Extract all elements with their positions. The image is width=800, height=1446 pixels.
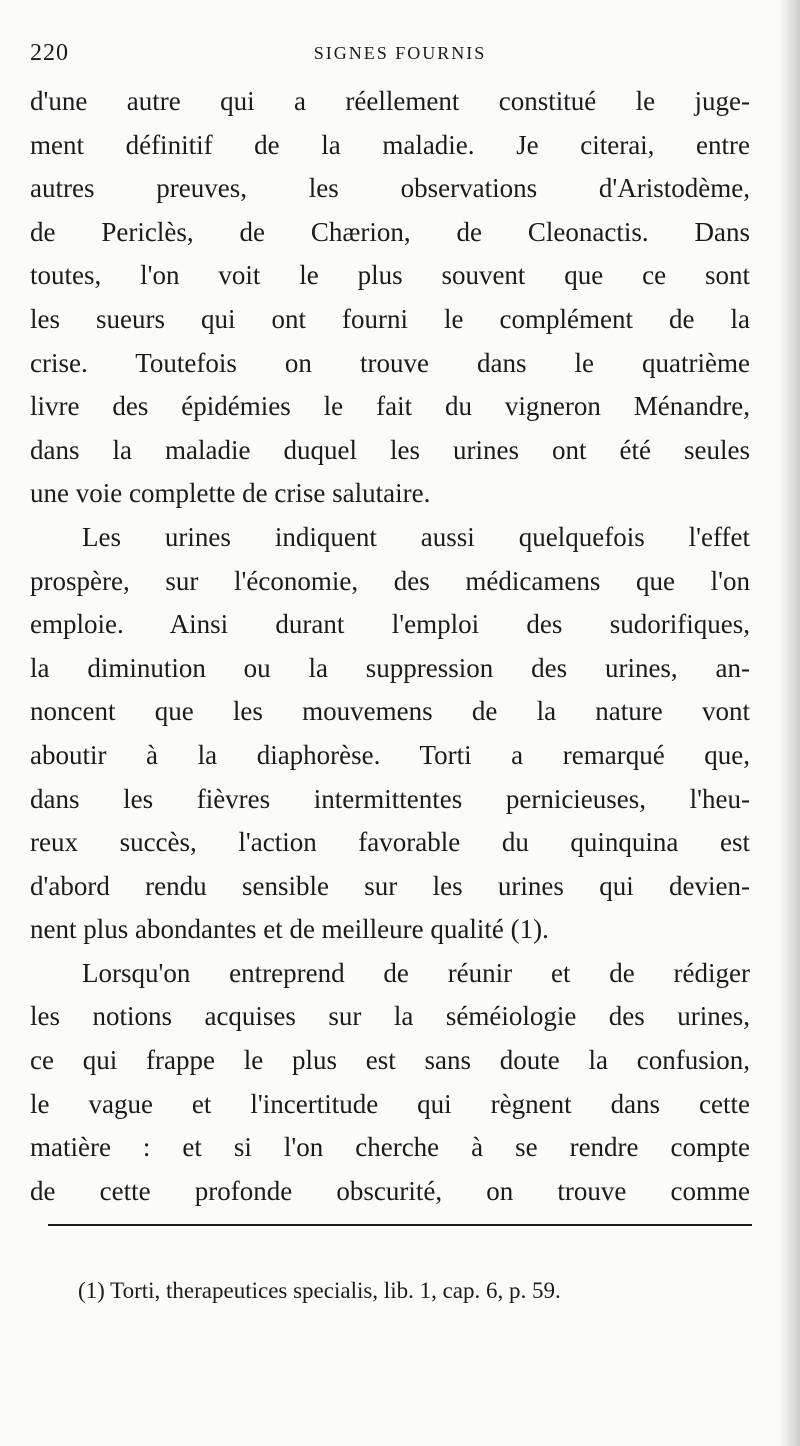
text-line: autres preuves, les observations d'Aristodème, — [30, 173, 750, 204]
text-line: matière : et si l'on cherche à se rendre compte — [30, 1132, 750, 1163]
page-header — [30, 40, 770, 74]
text-line: crise. Toutefois on trouve dans le quatrième — [30, 347, 750, 378]
text-line: emploie. Ainsi durant l'emploi des sudorifiques, — [30, 609, 750, 640]
text-line: dans les fièvres intermittentes pernicieuses, l'heu- — [30, 783, 750, 814]
page-number: 220 — [30, 40, 69, 66]
main-text — [30, 80, 750, 1213]
running-head: SIGNES FOURNIS — [313, 43, 487, 63]
text-line: livre des épidémies le fait du vigneron Ménandre, — [30, 391, 750, 422]
text-line: la diminution ou la suppression des urines, an- — [30, 652, 750, 683]
text-line: ment définitif de la maladie. Je citerai, entre — [30, 129, 750, 160]
text-line: toutes, l'on voit le plus souvent que ce sont — [30, 260, 750, 291]
text-line: d'abord rendu sensible sur les urines qui devien- — [30, 870, 750, 901]
page-edge-shadow — [778, 0, 800, 1446]
text-line: prospère, sur l'économie, des médicamens que l'on — [30, 565, 750, 596]
text-line: de Periclès, de Chærion, de Cleonactis. Dans — [30, 216, 750, 247]
text-line: aboutir à la diaphorèse. Torti a remarqué que, — [30, 739, 750, 770]
text-line: le vague et l'incertitude qui règnent dans cette — [30, 1088, 750, 1119]
text-line: de cette profonde obscurité, on trouve comme — [30, 1175, 750, 1206]
text-line: Lorsqu'on entreprend de réunir et de rédiger — [82, 957, 750, 988]
text-line: les sueurs qui ont fourni le complément de la — [30, 303, 750, 334]
footnote: (1) Torti, therapeutices specialis, lib. 1, cap. 6, p. 59. — [78, 1278, 561, 1303]
text-line: ce qui frappe le plus est sans doute la confusion, — [30, 1045, 750, 1076]
text-line: d'une autre qui a réellement constitué le juge- — [30, 86, 750, 116]
text-line: Les urines indiquent aussi quelquefois l'effet — [82, 521, 750, 552]
text-line: noncent que les mouvemens de la nature vont — [30, 696, 750, 727]
footnote-rule — [48, 1224, 752, 1226]
text-line: dans la maladie duquel les urines ont été seules — [30, 434, 750, 465]
text-line: nent plus abondantes et de meilleure qualité (1). — [30, 914, 549, 945]
text-line: une voie complette de crise salutaire. — [30, 478, 431, 509]
text-line: reux succès, l'action favorable du quinquina est — [30, 827, 750, 858]
text-line: les notions acquises sur la séméiologie des urines, — [30, 1001, 750, 1032]
